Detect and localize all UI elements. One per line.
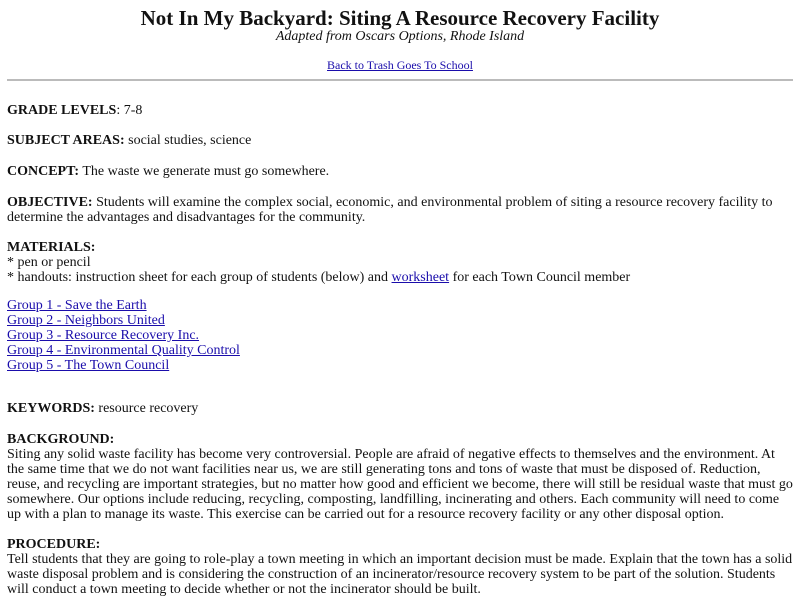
procedure-label: PROCEDURE:	[7, 537, 101, 552]
group-link-1[interactable]: Group 1 - Save the Earth	[7, 298, 147, 313]
back-link[interactable]: Back to Trash Goes To School	[327, 58, 473, 72]
objective-label: OBJECTIVE:	[7, 195, 93, 210]
subject-areas	[7, 133, 793, 148]
background-text: Siting any solid waste facility has become very controversial. People are afraid of negative effects to themselves and the environment. At the same time that we do not want facilities near us, we are still generating tons and tons of waste that must be disposed of. Reduction, reuse, and recycling are important strategies, but no matter how good and efficient we become, there will still be residual waste that must go somewhere. Our options include reducing, recycling, composting, landfilling, incinerating and others. Each community will need to come up with a plan to manage its waste. This exercise can be carried out for a resource recovery facility or any other disposal option.	[7, 447, 793, 522]
keywords-label: KEYWORDS:	[7, 401, 95, 416]
grade-value: : 7-8	[116, 103, 143, 118]
grade-label: GRADE LEVELS	[7, 103, 117, 118]
grade-levels	[7, 103, 793, 118]
procedure-text: Tell students that they are going to role-play a town meeting in which an important decision must be made. Explain that the town has a solid waste disposal problem and is considering the construction of an incinerator/resource recovery system to be part of the solution. Students will conduct a town meeting to decide whether or not the incinerator should be built.	[7, 552, 793, 597]
worksheet-link[interactable]: worksheet	[391, 270, 450, 285]
group-link-2[interactable]: Group 2 - Neighbors United	[7, 313, 165, 328]
concept-value: The waste we generate must go somewhere.	[79, 164, 330, 179]
concept-label: CONCEPT:	[7, 164, 80, 179]
page-subtitle: Adapted from Oscars Options, Rhode Island	[275, 29, 525, 44]
materials-item: * pen or pencil	[7, 255, 91, 270]
group-links	[7, 298, 793, 373]
background-label: BACKGROUND:	[7, 432, 115, 447]
materials-item-suffix: for each Town Council member	[449, 270, 631, 285]
objective-value: Students will examine the complex social, economic, and environmental problem of siting a resource recovery facility to determine the advantages and disadvantages for the community.	[7, 195, 773, 225]
group-link-3[interactable]: Group 3 - Resource Recovery Inc.	[7, 328, 200, 343]
group-link-5[interactable]: Group 5 - The Town Council	[7, 358, 170, 373]
subject-value: social studies, science	[124, 133, 252, 148]
group-link-4[interactable]: Group 4 - Environmental Quality Control	[7, 343, 240, 358]
keywords-value: resource recovery	[94, 401, 199, 416]
page-title: Not In My Backyard: Siting A Resource Recovery Facility	[140, 6, 660, 30]
materials-item: * handouts: instruction sheet for each group of students (below) and	[7, 270, 392, 285]
materials-label: MATERIALS:	[7, 240, 96, 255]
background	[7, 432, 793, 522]
materials	[7, 240, 793, 285]
keywords	[7, 401, 793, 416]
concept	[7, 164, 793, 179]
procedure	[7, 537, 793, 597]
objective	[7, 195, 793, 225]
subject-label: SUBJECT AREAS:	[7, 133, 125, 148]
